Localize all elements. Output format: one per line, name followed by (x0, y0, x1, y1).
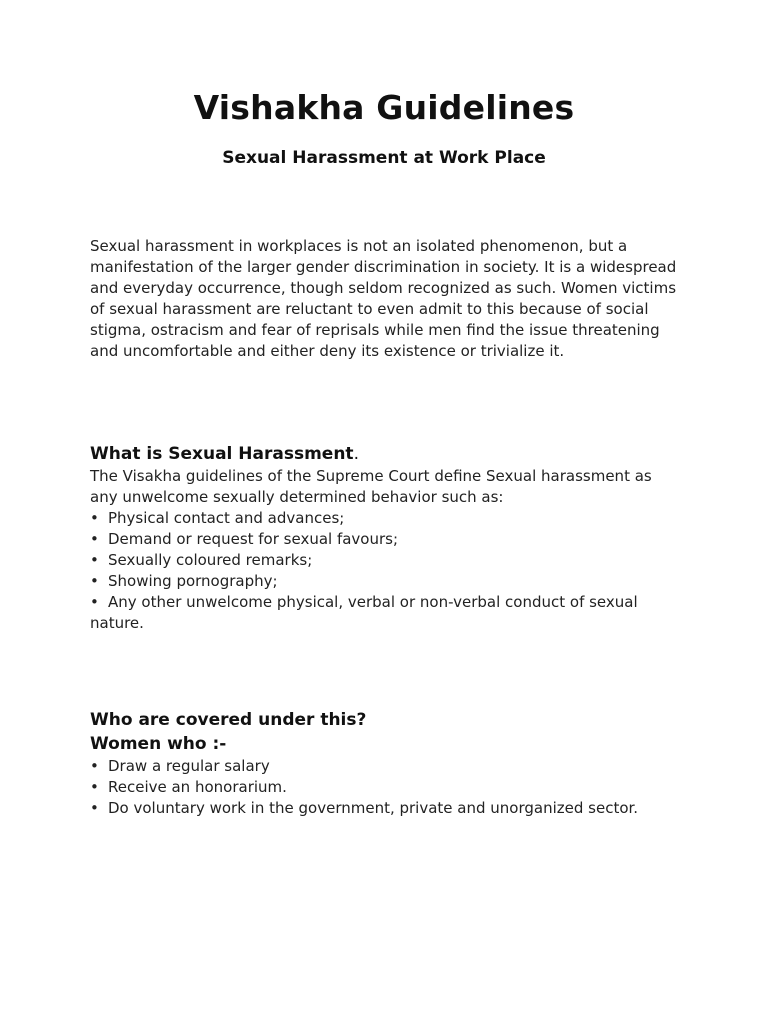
intro-paragraph: Sexual harassment in workplaces is not an isolated phenomenon, but a manifestation of the larger gender discrimination in society. It is a widespread and everyday occurrence, though seldom recognized as such. Women victims of sexual harassment are reluctant to even admit to this because of social stigma, ostracism and fear of reprisals while men find the issue threatening and uncomfortable and either deny its existence or trivialize it. (90, 237, 677, 360)
section-heading-text: What is Sexual Harassment (90, 444, 354, 464)
bullet-icon: • (90, 572, 99, 590)
bullet-icon: • (90, 799, 99, 817)
list-item-text: Showing pornography; (108, 572, 278, 590)
list-item (90, 550, 680, 571)
list-item-text: Demand or request for sexual favours; (108, 530, 399, 548)
harassment-behavior-list (90, 508, 680, 634)
bullet-icon: • (90, 509, 99, 527)
bullet-icon: • (90, 530, 99, 548)
section-heading: Who are covered under this? (90, 710, 367, 730)
section-what-is-harassment (90, 442, 680, 634)
section-subheading: Women who :- (90, 734, 227, 754)
list-item (90, 798, 680, 819)
list-item (90, 529, 680, 550)
list-item (90, 508, 680, 529)
page-subtitle: Sexual Harassment at Work Place (222, 148, 546, 168)
list-item-text: Draw a regular salary (108, 757, 270, 775)
list-item (90, 777, 680, 798)
list-item-text: Physical contact and advances; (108, 509, 345, 527)
section-who-is-covered (90, 708, 680, 819)
list-item-text: Sexually coloured remarks; (108, 551, 313, 569)
list-item-text: Do voluntary work in the government, private and unorganized sector. (108, 799, 639, 817)
list-item (90, 571, 680, 592)
bullet-icon: • (90, 593, 99, 611)
list-item (90, 592, 680, 634)
bullet-icon: • (90, 551, 99, 569)
bullet-icon: • (90, 778, 99, 796)
list-item (90, 756, 680, 777)
bullet-icon: • (90, 757, 99, 775)
page-title: Vishakha Guidelines (193, 88, 575, 127)
section-heading-period: . (353, 444, 359, 464)
section-heading (90, 442, 680, 466)
list-item-text: Any other unwelcome physical, verbal or non-verbal conduct of sexual nature. (90, 593, 638, 632)
covered-women-list (90, 756, 680, 819)
list-item-text: Receive an honorarium. (108, 778, 287, 796)
definition-paragraph: The Visakha guidelines of the Supreme Court define Sexual harassment as any unwelcome sexually determined behavior such as: (90, 467, 652, 506)
